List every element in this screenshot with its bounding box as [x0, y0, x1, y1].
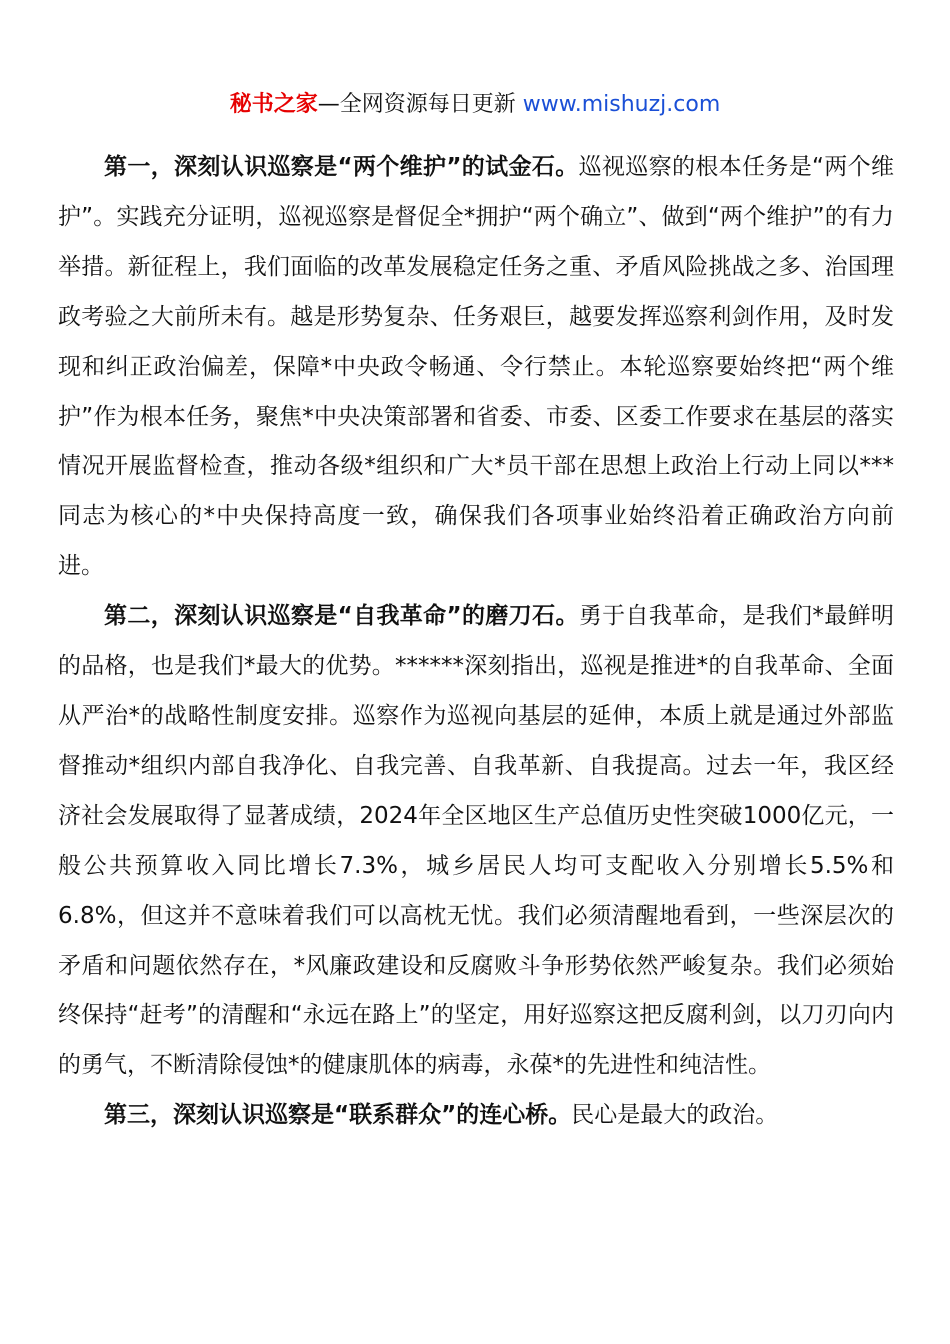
brand-name: 秘书之家	[229, 92, 318, 117]
paragraph-3	[58, 1091, 894, 1141]
paragraph-3-text: 民心是最大的政治。	[571, 1102, 779, 1129]
header-tagline: —全网资源每日更新	[317, 92, 523, 117]
paragraph-3-heading: 第三，深刻认识巡察是“联系群众”的连心桥。	[104, 1102, 572, 1129]
paragraph-1	[58, 143, 894, 592]
paragraph-1-text: 巡视巡察的根本任务是“两个维护”。实践充分证明，巡视巡察是督促全*拥护“两个确立”、做到“两个维护”的有力举措。新征程上，我们面临的改革发展稳定任务之重、矛盾风险挑战之多、治国理政考验之大前所未有。越是形势复杂、任务艰巨，越要发挥巡察利剑作用，及时发现和纠正政治偏差，保障*中央政令畅通、令行禁止。本轮巡察要始终把“两个维护”作为根本任务，聚焦*中央决策部署和省委、市委、区委工作要求在基层的落实情况开展监督检查，推动各级*组织和广大*员干部在思想上政治上行动上同以***同志为核心的*中央保持高度一致，确保我们各项事业始终沿着正确政治方向前进。	[58, 154, 895, 580]
site-url-link[interactable]: www.mishuzj.com	[522, 92, 721, 117]
paragraph-1-heading: 第一，深刻认识巡察是“两个维护”的试金石。	[104, 154, 579, 180]
paragraph-2	[58, 592, 894, 1091]
page-header	[0, 88, 950, 122]
paragraph-2-heading: 第二，深刻认识巡察是“自我革命”的磨刀石。	[104, 603, 579, 630]
document-body	[58, 143, 894, 1141]
paragraph-2-text: 勇于自我革命，是我们*最鲜明的品格，也是我们*最大的优势。******深刻指出，巡视是推进*的自我革命、全面从严治*的战略性制度安排。巡察作为巡视向基层的延伸，本质上就是通过外部监督推动*组织内部自我净化、自我完善、自我革新、自我提高。过去一年，我区经济社会发展取得了显著成绩，2024年全区地区生产总值历史性突破1000亿元，一般公共预算收入同比增长7.3%，城乡居民人均可支配收入分别增长5.5%和6.8%，但这并不意味着我们可以高枕无忧。我们必须清醒地看到，一些深层次的矛盾和问题依然存在，*风廉政建设和反腐败斗争形势依然严峻复杂。我们必须始终保持“赶考”的清醒和“永远在路上”的坚定，用好巡察这把反腐利剑，以刀刃向内的勇气，不断清除侵蚀*的健康肌体的病毒，永葆*的先进性和纯洁性。	[58, 603, 895, 1079]
